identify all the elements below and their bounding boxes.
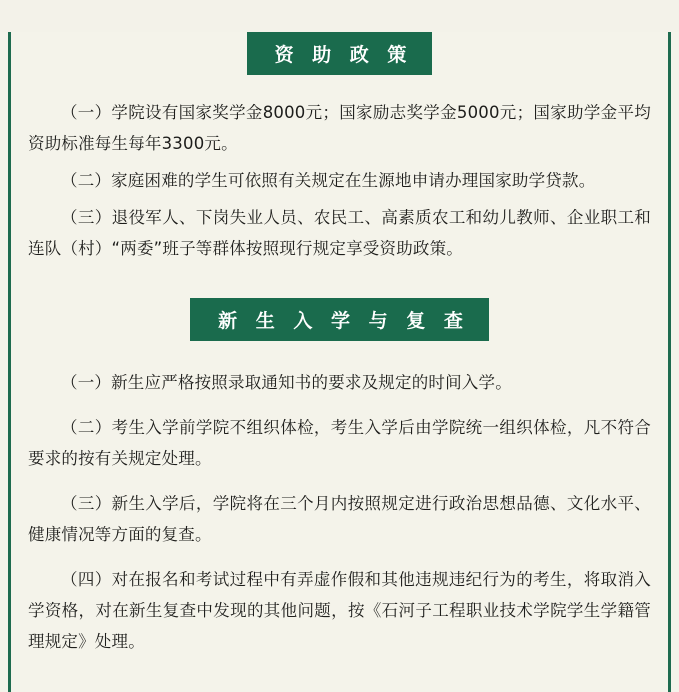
paragraph: （一）新生应严格按照录取通知书的要求及规定的时间入学。 xyxy=(61,373,512,392)
paragraph: （二）考生入学前学院不组织体检，考生入学后由学院统一组织体检，凡不符合要求的按有关规定处理。 xyxy=(28,418,651,468)
paragraph: （三）新生入学后，学院将在三个月内按照规定进行政治思想品德、文化水平、健康情况等方面的复查。 xyxy=(28,494,651,544)
paragraph: （二）家庭困难的学生可依照有关规定在生源地申请办理国家助学贷款。 xyxy=(61,171,596,190)
section-heading-funding-policy: 资 助 政 策 xyxy=(247,32,433,75)
right-border-rule xyxy=(668,32,671,692)
document-page xyxy=(0,32,679,692)
section-heading-funding-policy-wrap xyxy=(22,32,657,75)
paragraph: （三）退役军人、下岗失业人员、农民工、高素质农工和幼儿教师、企业职工和连队（村）“两委”班子等群体按照现行规定享受资助政策。 xyxy=(28,208,651,258)
paragraph: （四）对在报名和考试过程中有弄虚作假和其他违规违纪行为的考生，将取消入学资格，对在新生复查中发现的其他问题，按《石河子工程职业技术学院学生学籍管理规定》处理。 xyxy=(28,570,651,651)
section-heading-freshman-enrollment-review-wrap xyxy=(22,298,657,341)
section-heading-freshman-enrollment-review: 新 生 入 学 与 复 查 xyxy=(190,298,489,341)
left-border-rule xyxy=(8,32,11,692)
section-body-freshman-enrollment-review xyxy=(22,367,657,657)
section-body-funding-policy xyxy=(22,97,657,264)
paragraph: （一）学院设有国家奖学金8000元；国家励志奖学金5000元；国家助学金平均资助标准每生每年3300元。 xyxy=(28,103,651,153)
